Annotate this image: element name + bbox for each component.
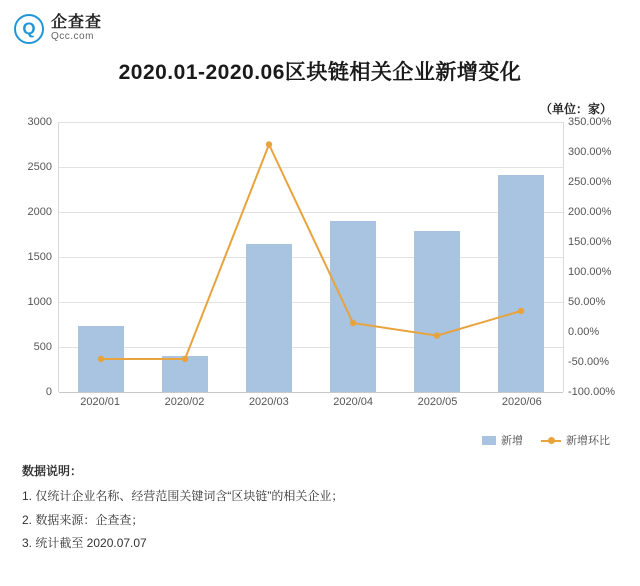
line-marker: [182, 356, 188, 362]
qcc-circle-logo-icon: Q: [14, 14, 44, 44]
note-line: 3. 统计截至 2020.07.07: [22, 536, 147, 551]
y-left-tick: 3000: [27, 116, 52, 128]
y-left-tick: 500: [33, 341, 52, 353]
y-left-tick: 1500: [27, 251, 52, 263]
legend-line-swatch-icon: [541, 436, 561, 445]
y-axis-left: [14, 116, 52, 398]
line-marker: [98, 356, 104, 362]
legend-item[interactable]: [541, 432, 610, 448]
gridline: [59, 392, 563, 393]
notes-title: 数据说明：: [22, 464, 83, 478]
legend-item[interactable]: [482, 432, 523, 448]
y-right-tick: 0.00%: [568, 326, 600, 338]
x-axis-tick: 2020/05: [417, 396, 458, 408]
y-right-tick: 300.00%: [568, 146, 612, 158]
brand-header: [14, 14, 102, 44]
chart-plot-area: [14, 116, 626, 422]
y-right-tick: -50.00%: [568, 356, 609, 368]
y-left-tick: 2000: [27, 206, 52, 218]
y-right-tick: -100.00%: [568, 386, 616, 398]
x-axis-tick: 2020/01: [80, 396, 121, 408]
x-axis-tick: 2020/02: [164, 396, 205, 408]
legend-label: 新增环比: [566, 435, 610, 447]
y-right-tick: 100.00%: [568, 266, 612, 278]
y-right-tick: 350.00%: [568, 116, 612, 128]
x-axis-tick: 2020/03: [248, 396, 289, 408]
grid-area: [58, 122, 564, 392]
note-line: 2. 数据来源：企查查；: [22, 512, 144, 527]
chart-legend: [482, 432, 610, 448]
y-right-tick: 150.00%: [568, 236, 612, 248]
brand-name: 企查查: [51, 14, 103, 32]
x-axis-labels: [58, 396, 564, 408]
x-axis-tick: 2020/04: [333, 396, 374, 408]
unit-note: （单位：家）: [539, 102, 612, 116]
y-left-tick: 1000: [27, 296, 52, 308]
legend-bar-swatch-icon: [482, 436, 496, 445]
y-left-tick: 2500: [27, 161, 52, 173]
page-title: 2020.01-2020.06区块链相关企业新增变化: [118, 61, 522, 84]
y-left-tick: 0: [45, 386, 52, 398]
note-line: 1. 仅统计企业名称、经营范围关键词含“区块链”的相关企业；: [22, 489, 344, 504]
y-right-tick: 250.00%: [568, 176, 612, 188]
line-path: [101, 145, 521, 360]
brand-text: [51, 15, 102, 42]
y-axis-right: [568, 116, 626, 398]
line-marker: [434, 332, 440, 338]
line-series: [59, 122, 563, 392]
legend-label: 新增: [501, 435, 523, 447]
y-right-tick: 200.00%: [568, 206, 612, 218]
notes-block: [22, 460, 343, 556]
line-marker: [518, 308, 524, 314]
line-marker: [266, 141, 272, 147]
x-axis-tick: 2020/06: [501, 396, 542, 408]
line-marker: [350, 320, 356, 326]
y-right-tick: 50.00%: [568, 296, 606, 308]
brand-domain: Qcc.com: [51, 31, 94, 43]
